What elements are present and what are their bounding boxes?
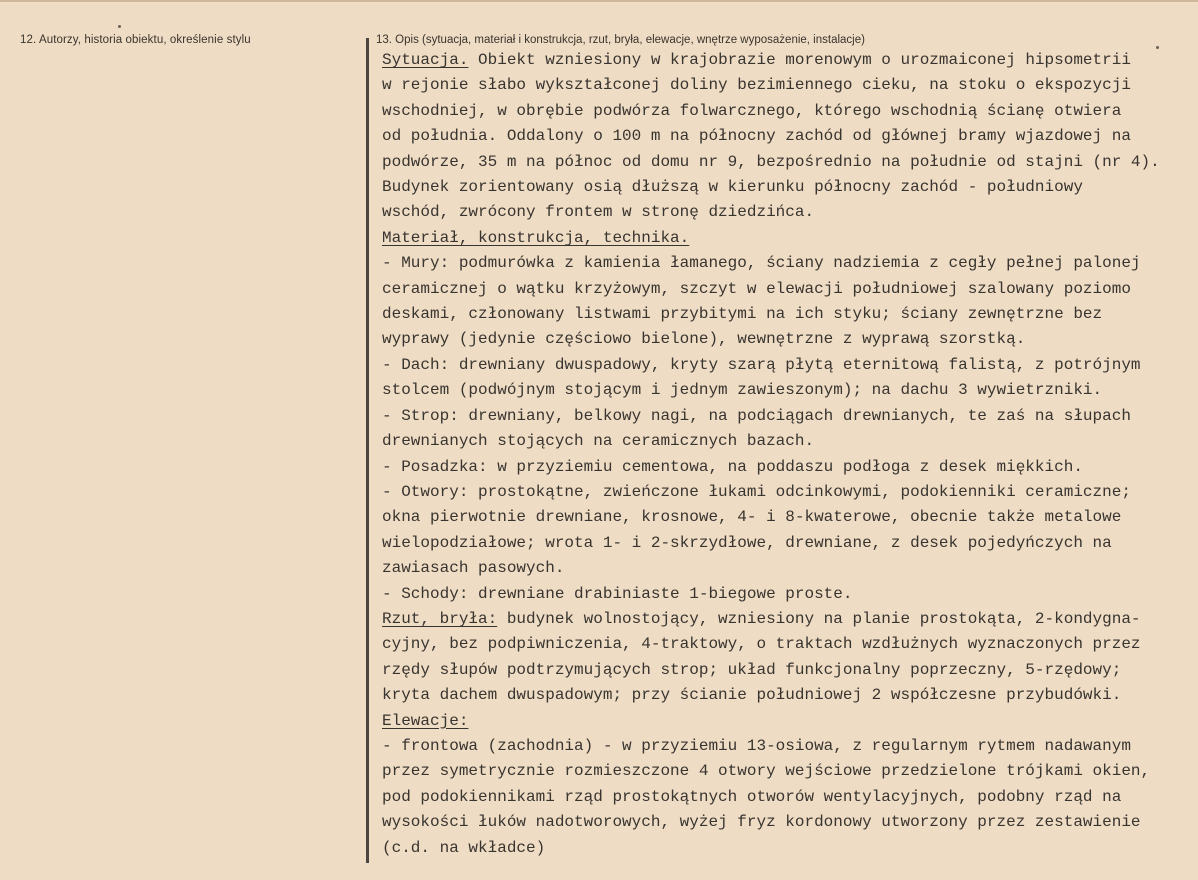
text-line [382,302,1188,327]
text-line [382,759,1188,784]
text-line [382,556,1188,581]
line-text: wielopodziałowe; wrota 1- i 2-skrzydłowe, drewniane, z desek pojedyńczych na [382,533,1112,552]
section-12-heading: 12. Autorzy, historia obiektu, określenie stylu [20,34,251,46]
text-line [382,785,1188,810]
line-text: okna pierwotnie drewniane, krosnowe, 4- i 8-kwaterowe, obecnie także metalowe [382,508,1122,527]
text-line [382,277,1188,302]
line-text: Obiekt wzniesiony w krajobrazie morenowym o urozmaiconej hipsometrii [468,51,1131,69]
line-text: cyjny, bez podpiwniczenia, 4-traktowy, o traktach wzdłużnych wyznaczonych przez [382,635,1141,654]
line-text: wyprawy (jedynie częściowo bielone), wewnętrzne z wyprawą szorstką. [382,330,1026,349]
text-line [382,251,1188,276]
section-13-heading: 13. Opis (sytuacja, materiał i konstrukcja, rzut, bryła, elewacje, wnętrze wyposażenie, instalacje) [376,34,865,46]
line-text: od południa. Oddalony o 100 m na północny zachód od głównej bramy wjazdowej na [382,127,1131,146]
text-line [382,226,1188,251]
line-text: kryta dachem dwuspadowym; przy ścianie południowej 2 współczesne przybudówki. [382,686,1122,705]
text-line [382,810,1188,835]
section-13-column [376,34,1188,861]
text-line [382,480,1188,505]
text-line [382,327,1188,352]
text-line [382,709,1188,734]
line-text: przez symetrycznie rozmieszczone 4 otwory wejściowe przedzielone trójkami okien, [382,762,1151,781]
page-top-edge [0,0,1198,2]
text-line [382,404,1188,429]
text-line [382,505,1188,530]
text-line [382,99,1188,124]
section-12-column [6,34,356,46]
line-text: Budynek zorientowany osią dłuższą w kierunku północny zachód - południowy [382,178,1083,197]
section-subheading: Sytuacja. [382,51,469,69]
text-line [382,734,1188,759]
text-line [382,378,1188,403]
line-text: w rejonie słabo wykształconej doliny bezimiennego cieku, na stoku o ekspozycji [382,76,1131,95]
text-line [382,836,1188,861]
line-text: - frontowa (zachodnia) - w przyziemiu 13-osiowa, z regularnym rytmem nadawanym [382,736,1131,755]
line-text: - Strop: drewniany, belkowy nagi, na podciągach drewnianych, te zaś na słupach [382,406,1131,425]
text-line [382,658,1188,683]
section-subheading: Rzut, bryła: [382,609,498,628]
text-line [382,632,1188,657]
text-line [382,582,1188,607]
line-text: stolcem (podwójnym stojącym i jednym zawieszonym); na dachu 3 wywietrzniki. [382,381,1103,400]
section-subheading: Elewacje: [382,711,469,730]
text-line [382,353,1188,378]
text-line [382,73,1188,98]
line-text: zawiasach pasowych. [382,559,565,578]
line-text: - Mury: podmurówka z kamienia łamanego, ściany nadziemia z cegły pełnej palonej [382,254,1141,273]
line-text: pod podokiennikami rząd prostokątnych otworów wentylacyjnych, podobny rząd na [382,787,1122,806]
section-subheading: Materiał, konstrukcja, technika. [382,228,690,247]
text-line [382,531,1188,556]
text-line [382,429,1188,454]
line-text: deskami, członowany listwami przybitymi na ich styku; ściany zewnętrzne bez [382,305,1103,324]
line-text: - Otwory: prostokątne, zwieńczone łukami odcinkowymi, podokienniki ceramiczne; [382,482,1131,501]
line-text: podwórze, 35 m na północ od domu nr 9, bezpośrednio na południe od stajni (nr 4). [382,152,1160,171]
line-text: - Posadzka: w przyziemiu cementowa, na poddaszu podłoga z desek miękkich. [382,457,1083,476]
text-line [382,200,1188,225]
line-text: budynek wolnostojący, wzniesiony na planie prostokąta, 2-kondygna- [497,609,1141,628]
typed-description [382,48,1188,861]
line-text: (c.d. na wkładce) [382,838,546,857]
line-text: - Dach: drewniany dwuspadowy, kryty szarą płytą eternitową falistą, z potrójnym [382,355,1141,374]
line-text: wschód, zwrócony frontem w stronę dziedzińca. [382,203,815,222]
line-text: wysokości łuków nadotworowych, wyżej fryz kordonowy utworzony przez zestawienie [382,813,1141,832]
line-text: ceramicznej o wątku krzyżowym, szczyt w elewacji południowej szalowany poziomo [382,279,1131,298]
paper-speck [118,25,121,28]
text-line [382,607,1188,632]
line-text: - Schody: drewniane drabiniaste 1-biegowe proste. [382,584,853,603]
line-text: drewnianych stojących na ceramicznych bazach. [382,432,815,451]
line-text: rzędy słupów podtrzymujących strop; układ funkcjonalny poprzeczny, 5-rzędowy; [382,660,1122,679]
text-line [382,683,1188,708]
line-text: wschodniej, w obrębie podwórza folwarcznego, którego wschodnią ścianę otwiera [382,101,1122,120]
text-line [382,150,1188,175]
text-line [382,48,1188,73]
text-line [382,124,1188,149]
text-line [382,455,1188,480]
column-divider [366,38,369,863]
text-line [382,175,1188,200]
